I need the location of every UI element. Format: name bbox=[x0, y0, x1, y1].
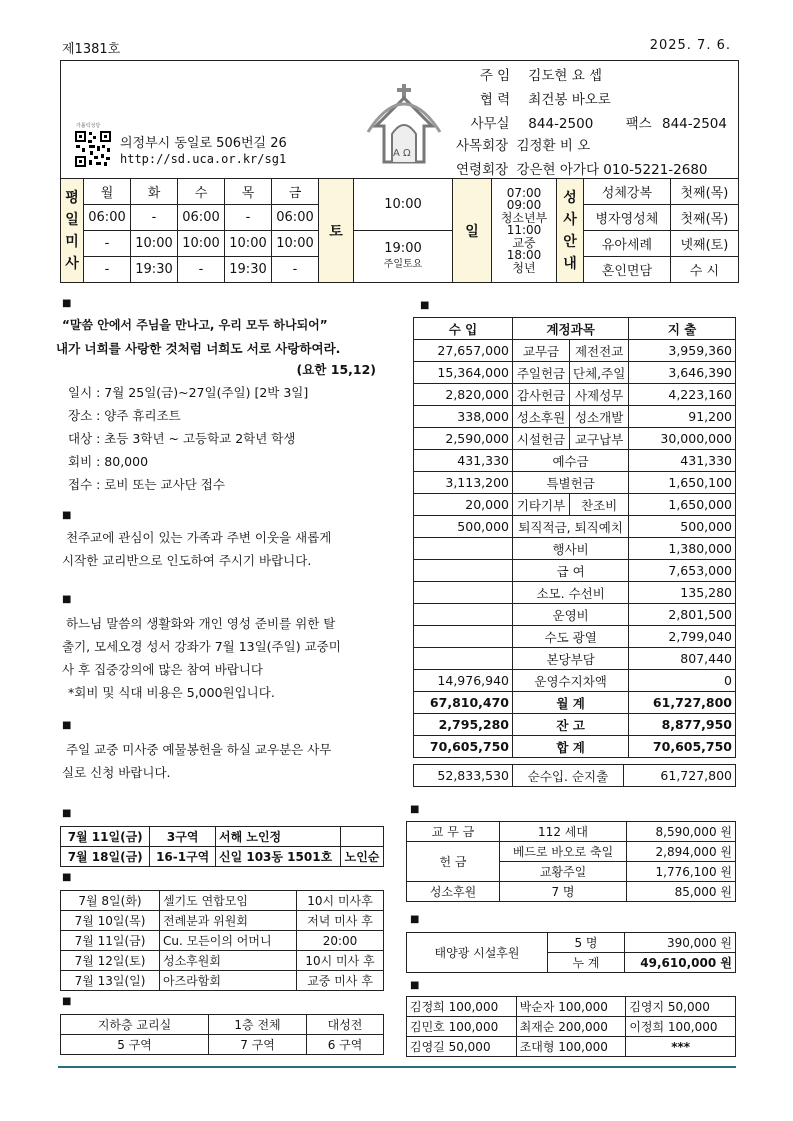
expense-cell: 807,440 bbox=[629, 648, 736, 670]
meeting-time: 10시 미사 후 bbox=[297, 951, 384, 971]
vocation-amount-cell bbox=[627, 882, 736, 902]
meeting-date: 7월 13일(일) bbox=[61, 971, 160, 991]
camp-detail: 접수 : 로비 또는 교사단 접수 bbox=[68, 477, 225, 492]
gyomu-amount-cell bbox=[627, 822, 736, 842]
mass-time: 10:00 bbox=[272, 231, 319, 257]
income-cell bbox=[414, 626, 513, 648]
gyomu-count: 112 세대 bbox=[500, 822, 627, 842]
donor: 김정희 100,000 bbox=[407, 997, 517, 1017]
solar-total-label: 누 계 bbox=[548, 953, 625, 973]
mass-time: - bbox=[84, 257, 131, 283]
won-unit: 원 bbox=[720, 936, 732, 950]
parish-address: 의정부시 동일로 506번길 26 bbox=[120, 136, 287, 151]
mass-time: 06:00 bbox=[84, 205, 131, 231]
section-bullet: ■ bbox=[420, 300, 430, 311]
won-unit: 원 bbox=[720, 865, 732, 879]
income-cell: 2,590,000 bbox=[414, 428, 513, 450]
camp-detail: 회비 : 80,000 bbox=[68, 454, 149, 469]
section-bullet: ■ bbox=[410, 980, 420, 991]
account-out: 단체,주일 bbox=[570, 362, 629, 384]
parish-url[interactable]: http://sd.uca.or.kr/sg1 bbox=[120, 152, 287, 166]
meeting-time: 10시 미사후 bbox=[297, 891, 384, 911]
weekday-mass-label bbox=[61, 179, 84, 283]
notice-bible-lecture bbox=[62, 612, 402, 704]
net-label: 순수입. 순지출 bbox=[513, 765, 624, 787]
meeting-title: 아즈라함회 bbox=[160, 971, 297, 991]
account-shared: 운영수지차액 bbox=[513, 670, 629, 692]
sunday-line: 18:00 bbox=[506, 248, 542, 263]
heongeum-label: 헌 금 bbox=[407, 842, 500, 882]
donor: 김영길 50,000 bbox=[407, 1037, 517, 1057]
sacrament-name: 혼인면담 bbox=[584, 257, 671, 283]
fax-number: 844-2504 bbox=[661, 116, 727, 132]
total-income: 70,605,750 bbox=[414, 736, 513, 758]
donor: 최재순 200,000 bbox=[516, 1017, 626, 1037]
income-cell: 15,364,000 bbox=[414, 362, 513, 384]
sacrament-name: 성체강복 bbox=[584, 179, 671, 205]
section-bullet: ■ bbox=[62, 872, 72, 883]
cleaning-district: 6 구역 bbox=[307, 1035, 384, 1055]
solar-table bbox=[406, 932, 736, 973]
account-out: 찬조비 bbox=[570, 494, 629, 516]
day-thu: 목 bbox=[225, 179, 272, 205]
notice-offering bbox=[62, 738, 402, 784]
mass-schedule-table bbox=[60, 178, 739, 283]
mass-time: - bbox=[178, 257, 225, 283]
donor: 김민호 100,000 bbox=[407, 1017, 517, 1037]
income-cell: 14,976,940 bbox=[414, 670, 513, 692]
qr-code bbox=[74, 130, 112, 168]
solar-total: 49,610,000 bbox=[640, 956, 717, 970]
parish-logo bbox=[362, 82, 446, 168]
camp-detail: 장소 : 양주 휴리조트 bbox=[68, 408, 181, 423]
won-unit: 원 bbox=[720, 885, 732, 899]
solar-amount: 390,000 bbox=[666, 936, 717, 950]
account-in: 교무금 bbox=[513, 340, 570, 362]
contact-council-head bbox=[456, 134, 590, 154]
account-out: 성소개발 bbox=[570, 406, 629, 428]
meeting-title: 전례분과 위원회 bbox=[160, 911, 297, 931]
cleaning-district: 7 구역 bbox=[209, 1035, 307, 1055]
finance-table bbox=[413, 317, 736, 758]
section-bullet: ■ bbox=[62, 298, 72, 309]
total-label: 합 계 bbox=[513, 736, 629, 758]
label-char: 미 bbox=[65, 233, 79, 250]
solar-label: 태양광 시설후원 bbox=[407, 933, 548, 973]
meeting-title: 성소후원회 bbox=[160, 951, 297, 971]
finance-header-income: 수 입 bbox=[414, 318, 513, 340]
day-fri: 금 bbox=[272, 179, 319, 205]
visit-place: 신일 103동 1501호 bbox=[216, 847, 341, 867]
expense-cell: 2,801,500 bbox=[629, 604, 736, 626]
heongeum-amount: 1,776,100 bbox=[655, 865, 717, 879]
mass-time: 19:30 bbox=[131, 257, 178, 283]
visit-district: 16-1구역 bbox=[150, 847, 216, 867]
heongeum-amount: 2,894,000 bbox=[655, 845, 717, 859]
net-expense: 61,727,800 bbox=[624, 765, 736, 787]
account-out: 교구납부 bbox=[570, 428, 629, 450]
section-bullet: ■ bbox=[410, 914, 420, 925]
label-char: 사 bbox=[563, 211, 577, 228]
total-label: 잔 고 bbox=[513, 714, 629, 736]
heongeum-name: 베드로 바오로 축일 bbox=[500, 842, 627, 862]
mass-time: 06:00 bbox=[178, 205, 225, 231]
visit-date: 7월 11일(금) bbox=[61, 827, 150, 847]
won-unit: 원 bbox=[720, 956, 732, 970]
sunday-line: 청년 bbox=[512, 260, 536, 275]
sunday-line: 청소년부 bbox=[500, 210, 548, 225]
expense-cell: 3,646,390 bbox=[629, 362, 736, 384]
sacrament-label bbox=[557, 179, 584, 283]
section-bullet: ■ bbox=[62, 510, 72, 521]
label-char: 내 bbox=[563, 255, 577, 272]
mass-time: 10:00 bbox=[178, 231, 225, 257]
contact-pastor bbox=[470, 64, 602, 84]
donor: 김영지 50,000 bbox=[626, 997, 736, 1017]
expense-cell: 1,380,000 bbox=[629, 538, 736, 560]
income-cell bbox=[414, 560, 513, 582]
total-expense: 70,605,750 bbox=[629, 736, 736, 758]
account-out: 제전전교 bbox=[570, 340, 629, 362]
account-shared: 특별헌금 bbox=[513, 472, 629, 494]
income-cell: 3,113,200 bbox=[414, 472, 513, 494]
account-in: 시설헌금 bbox=[513, 428, 570, 450]
saturday-morning: 10:00 bbox=[354, 179, 453, 231]
notice-line: 출기, 모세오경 성서 강좌가 7월 13일(주일) 교중미 bbox=[62, 639, 341, 654]
contact-value: 최건봉 바오로 bbox=[528, 92, 611, 108]
gyomu-amount: 8,590,000 bbox=[655, 825, 717, 839]
meeting-time: 20:00 bbox=[297, 931, 384, 951]
expense-cell: 30,000,000 bbox=[629, 428, 736, 450]
contact-role: 연령회장 bbox=[456, 162, 509, 178]
day-mon: 월 bbox=[84, 179, 131, 205]
label-char: 사 bbox=[65, 255, 79, 272]
meeting-date: 7월 11일(금) bbox=[61, 931, 160, 951]
account-shared: 급 여 bbox=[513, 560, 629, 582]
notice-line: 사 후 집중강의에 많은 참여 바랍니다 bbox=[62, 662, 263, 677]
office-phone: 844-2500 bbox=[528, 116, 594, 132]
meeting-date: 7월 12일(토) bbox=[61, 951, 160, 971]
sacrament-when: 첫째(목) bbox=[670, 205, 738, 231]
account-out: 사제성무 bbox=[570, 384, 629, 406]
mass-time: 06:00 bbox=[272, 205, 319, 231]
saturday-evening bbox=[354, 231, 453, 283]
donor: 박순자 100,000 bbox=[516, 997, 626, 1017]
contact-role: 사무실 bbox=[470, 116, 510, 132]
income-cell: 2,820,000 bbox=[414, 384, 513, 406]
total-expense: 8,877,950 bbox=[629, 714, 736, 736]
issue-date: 2025. 7. 6. bbox=[649, 38, 731, 53]
visit-district: 3구역 bbox=[150, 827, 216, 847]
footer-rule bbox=[58, 1066, 736, 1068]
donors-table bbox=[406, 996, 736, 1057]
account-in: 성소후원 bbox=[513, 406, 570, 428]
donor: 이정희 100,000 bbox=[626, 1017, 736, 1037]
account-in: 주일헌금 bbox=[513, 362, 570, 384]
saturday-evening-time: 19:00 bbox=[384, 240, 422, 256]
account-shared: 운영비 bbox=[513, 604, 629, 626]
camp-title: “말씀 안에서 주님을 만나고, 우리 모두 하나되어” bbox=[62, 318, 328, 332]
mass-time: - bbox=[131, 205, 178, 231]
finance-header-account: 계정과목 bbox=[513, 318, 629, 340]
offerings-table bbox=[406, 821, 736, 902]
expense-cell: 7,653,000 bbox=[629, 560, 736, 582]
sunday-line: 교중 bbox=[512, 235, 536, 250]
cleaning-table bbox=[60, 1014, 384, 1055]
section-bullet: ■ bbox=[62, 996, 72, 1007]
label-char: 일 bbox=[65, 211, 79, 228]
meetings-table bbox=[60, 890, 384, 991]
visit-note: 노인순 bbox=[341, 847, 384, 867]
finance-header-expense: 지 출 bbox=[629, 318, 736, 340]
meeting-date: 7월 10일(목) bbox=[61, 911, 160, 931]
meeting-time: 저녁 미사 후 bbox=[297, 911, 384, 931]
heongeum-amount-cell bbox=[627, 862, 736, 882]
mass-time: - bbox=[272, 257, 319, 283]
total-income: 67,810,470 bbox=[414, 692, 513, 714]
logo-letters: A Ω bbox=[393, 148, 411, 159]
contact-value: 강은현 아가다 010-5221-2680 bbox=[516, 162, 708, 178]
sunday-line: 09:00 bbox=[506, 198, 542, 213]
income-cell: 338,000 bbox=[414, 406, 513, 428]
mass-time: 10:00 bbox=[131, 231, 178, 257]
contact-role: 사목회장 bbox=[456, 138, 509, 154]
solar-total-cell bbox=[625, 953, 736, 973]
visits-table bbox=[60, 826, 384, 867]
income-cell: 20,000 bbox=[414, 494, 513, 516]
notice-catechism bbox=[62, 526, 402, 572]
sacrament-when: 첫째(목) bbox=[670, 179, 738, 205]
mass-time: 19:30 bbox=[225, 257, 272, 283]
expense-cell: 2,799,040 bbox=[629, 626, 736, 648]
account-in: 감사헌금 bbox=[513, 384, 570, 406]
camp-verse: 내가 너희를 사랑한 것처럼 너희도 서로 사랑하여라. bbox=[56, 341, 341, 356]
sacrament-when: 넷째(토) bbox=[670, 231, 738, 257]
section-bullet: ■ bbox=[62, 808, 72, 819]
meeting-title: Cu. 모든이의 어머니 bbox=[160, 931, 297, 951]
vocation-amount: 85,000 bbox=[674, 885, 717, 899]
sunday-line: 11:00 bbox=[506, 223, 542, 238]
expense-cell: 135,280 bbox=[629, 582, 736, 604]
visit-note bbox=[341, 827, 384, 847]
account-shared: 행사비 bbox=[513, 538, 629, 560]
expense-cell: 91,200 bbox=[629, 406, 736, 428]
day-wed: 수 bbox=[178, 179, 225, 205]
income-cell: 27,657,000 bbox=[414, 340, 513, 362]
total-expense: 61,727,800 bbox=[629, 692, 736, 714]
net-income: 52,833,530 bbox=[414, 765, 513, 787]
contact-value: 김정환 비 오 bbox=[516, 138, 591, 154]
contact-role: 협 력 bbox=[479, 92, 511, 108]
label-char: 성 bbox=[563, 189, 577, 206]
sacrament-name: 유아세례 bbox=[584, 231, 671, 257]
day-tue: 화 bbox=[131, 179, 178, 205]
notice-line: *회비 및 식대 비용은 5,000원입니다. bbox=[68, 685, 275, 700]
vocation-label: 성소후원 bbox=[407, 882, 500, 902]
notice-camp bbox=[56, 314, 402, 496]
contact-value: 김도현 요 셉 bbox=[528, 68, 603, 84]
visit-place: 서해 노인정 bbox=[216, 827, 341, 847]
expense-cell: 500,000 bbox=[629, 516, 736, 538]
section-bullet: ■ bbox=[410, 804, 420, 815]
income-cell: 500,000 bbox=[414, 516, 513, 538]
meeting-date: 7월 8일(화) bbox=[61, 891, 160, 911]
visit-date: 7월 18일(금) bbox=[61, 847, 150, 867]
mass-time: - bbox=[84, 231, 131, 257]
saturday-note: 주일토요 bbox=[383, 258, 423, 270]
issue-number: 제1381호 bbox=[62, 42, 121, 57]
label-char: 안 bbox=[563, 233, 577, 250]
account-shared: 본당부담 bbox=[513, 648, 629, 670]
won-unit: 원 bbox=[720, 825, 732, 839]
donor: 조대형 100,000 bbox=[516, 1037, 626, 1057]
camp-verse-ref: (요한 15,12) bbox=[296, 362, 376, 377]
solar-amount-cell bbox=[625, 933, 736, 953]
total-income: 2,795,280 bbox=[414, 714, 513, 736]
section-bullet: ■ bbox=[62, 594, 72, 605]
contact-role: 주 임 bbox=[479, 68, 511, 84]
income-cell bbox=[414, 648, 513, 670]
fax-label: 팩스 bbox=[625, 116, 652, 132]
contact-assistant bbox=[470, 88, 611, 108]
label-char: 평 bbox=[65, 189, 79, 206]
meeting-title: 셀기도 연합모임 bbox=[160, 891, 297, 911]
contact-office bbox=[460, 112, 727, 132]
mass-time: 10:00 bbox=[225, 231, 272, 257]
vocation-count: 7 명 bbox=[500, 882, 627, 902]
mass-time: - bbox=[225, 205, 272, 231]
gyomu-label: 교 무 금 bbox=[407, 822, 500, 842]
sunday-label: 일 bbox=[453, 179, 492, 283]
expense-cell: 1,650,100 bbox=[629, 472, 736, 494]
donor: *** bbox=[626, 1037, 736, 1057]
meeting-time: 교중 미사 후 bbox=[297, 971, 384, 991]
expense-cell: 1,650,000 bbox=[629, 494, 736, 516]
account-in: 기타기부 bbox=[513, 494, 570, 516]
sacrament-name: 병자영성체 bbox=[584, 205, 671, 231]
account-shared: 소모. 수선비 bbox=[513, 582, 629, 604]
notice-line: 시작한 교리반으로 인도하여 주시기 바랍니다. bbox=[62, 553, 312, 568]
camp-detail: 일시 : 7월 25일(금)~27일(주일) [2박 3일] bbox=[68, 385, 309, 400]
camp-detail: 대상 : 초등 3학년 ~ 고등학교 2학년 학생 bbox=[68, 431, 296, 446]
notice-line: 주일 교중 미사중 예물봉헌을 하실 교우분은 사무 bbox=[66, 742, 332, 757]
qr-caption: 가톨릭성당 bbox=[76, 123, 101, 129]
total-label: 월 계 bbox=[513, 692, 629, 714]
cleaning-area: 지하층 교리실 bbox=[61, 1015, 209, 1035]
sacrament-when: 수 시 bbox=[670, 257, 738, 283]
notice-line: 천주교에 관심이 있는 가족과 주변 이웃을 새롭게 bbox=[66, 530, 332, 545]
notice-line: 실로 신청 바랍니다. bbox=[62, 765, 171, 780]
income-cell: 431,330 bbox=[414, 450, 513, 472]
cleaning-district: 5 구역 bbox=[61, 1035, 209, 1055]
expense-cell: 431,330 bbox=[629, 450, 736, 472]
account-shared: 퇴직적금, 퇴직예치 bbox=[513, 516, 629, 538]
account-shared: 수도 광열 bbox=[513, 626, 629, 648]
saturday-label: 토 bbox=[319, 179, 354, 283]
sunday-line: 07:00 bbox=[506, 186, 542, 201]
income-cell bbox=[414, 604, 513, 626]
sunday-times bbox=[492, 179, 557, 283]
expense-cell: 0 bbox=[629, 670, 736, 692]
solar-count: 5 명 bbox=[548, 933, 625, 953]
expense-cell: 4,223,160 bbox=[629, 384, 736, 406]
heongeum-amount-cell bbox=[627, 842, 736, 862]
contact-funeral-head bbox=[456, 158, 708, 178]
cleaning-area: 1층 전체 bbox=[209, 1015, 307, 1035]
won-unit: 원 bbox=[720, 845, 732, 859]
notice-line: 하느님 말씀의 생활화와 개인 영성 준비를 위한 탈 bbox=[66, 616, 336, 631]
expense-cell: 3,959,360 bbox=[629, 340, 736, 362]
section-bullet: ■ bbox=[62, 720, 72, 731]
account-shared: 예수금 bbox=[513, 450, 629, 472]
income-cell bbox=[414, 582, 513, 604]
heongeum-name: 교황주일 bbox=[500, 862, 627, 882]
income-cell bbox=[414, 538, 513, 560]
net-table bbox=[413, 764, 736, 787]
cleaning-area: 대성전 bbox=[307, 1015, 384, 1035]
